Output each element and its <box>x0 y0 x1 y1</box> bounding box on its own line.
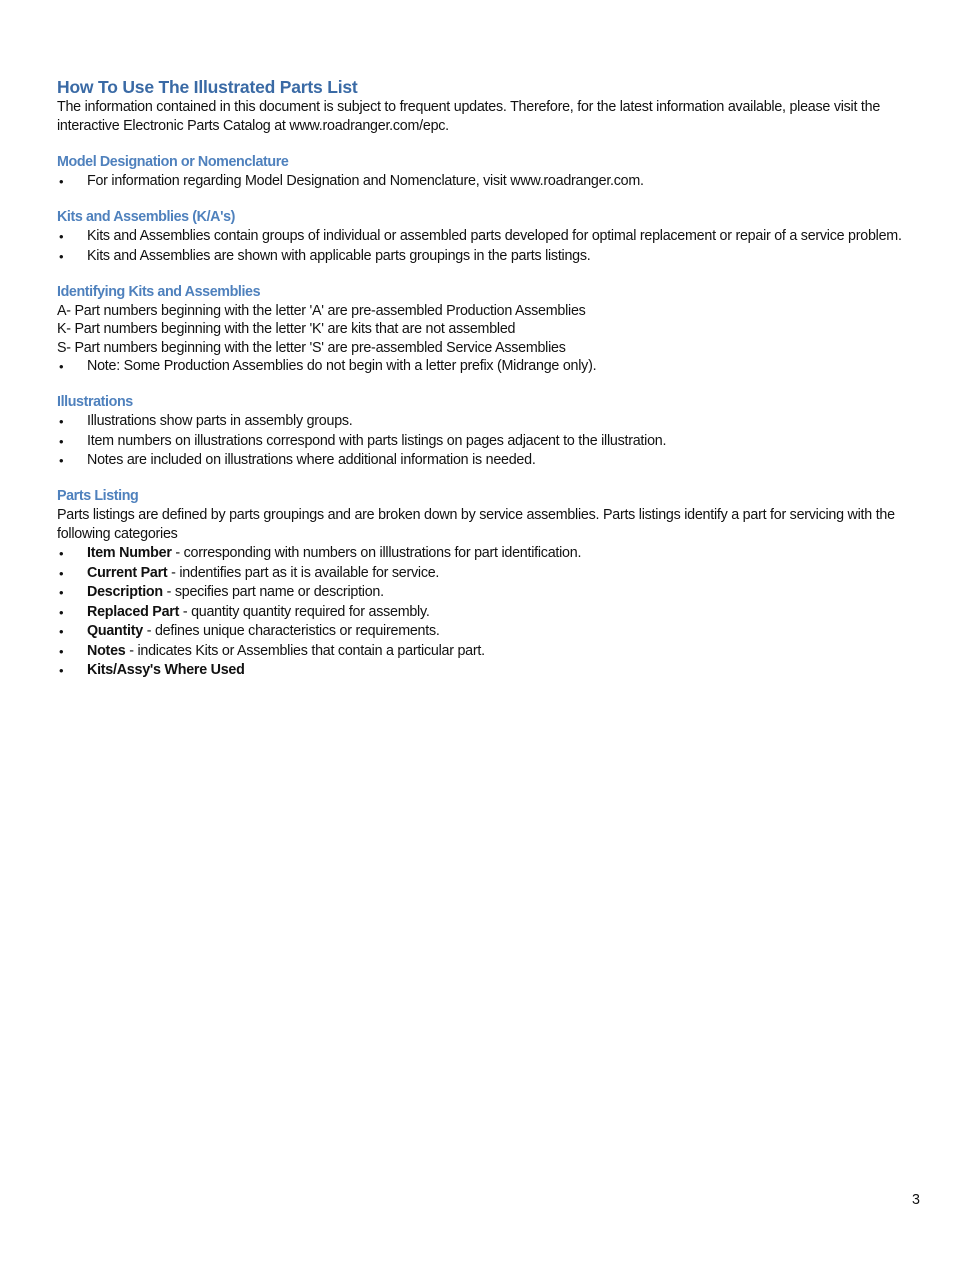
category-description: - indicates Kits or Assemblies that contain a particular part. <box>125 642 485 659</box>
list-item-text: Kits and Assemblies contain groups of individual or assembled parts developed for optimal replacement or repair of a service problem. <box>87 228 902 244</box>
bullet-icon: • <box>59 565 64 581</box>
bullet-icon: • <box>59 624 64 639</box>
list-item <box>57 564 927 583</box>
list-item <box>57 227 927 246</box>
category-term: Quantity <box>87 623 143 639</box>
list-item-text: Notes are included on illustrations where additional information is needed. <box>87 452 536 468</box>
prefix-line: A- Part numbers beginning with the letter 'A' are pre-assembled Production Assemblies <box>57 302 586 319</box>
section-model-designation <box>57 153 927 191</box>
list-item <box>57 603 927 622</box>
list-item-text: For information regarding Model Designation and Nomenclature, visit www.roadranger.com. <box>87 173 644 189</box>
list-item <box>57 583 927 602</box>
bullet-icon: • <box>59 248 64 264</box>
section-heading: Identifying Kits and Assemblies <box>57 283 261 300</box>
list-item-text: Illustrations show parts in assembly groups. <box>87 413 353 429</box>
prefix-line: K- Part numbers beginning with the letter 'K' are kits that are not assembled <box>57 321 516 337</box>
list-item <box>57 642 927 661</box>
section-heading: Parts Listing <box>57 488 139 504</box>
category-term: Item Number <box>87 545 172 561</box>
category-description: - defines unique characteristics or requirements. <box>142 623 440 639</box>
bullet-icon: • <box>59 453 64 468</box>
list-item <box>57 172 927 191</box>
category-term: Current Part <box>87 564 168 581</box>
bullet-list <box>57 172 927 191</box>
list-item <box>57 451 927 470</box>
section-heading: Illustrations <box>57 394 133 410</box>
bullet-icon: • <box>59 643 64 659</box>
prefix-line: S- Part numbers beginning with the letter 'S' are pre-assembled Service Assemblies <box>57 339 566 356</box>
bullet-list <box>57 227 927 266</box>
page-title: How To Use The Illustrated Parts List <box>57 77 358 97</box>
section-heading: Model Designation or Nomenclature <box>57 154 289 170</box>
parts-listing-intro: Parts listings are defined by parts groupings and are broken down by service assemblies. Parts listings identify a part for servicing with the following categories <box>57 507 895 542</box>
list-item-text: Kits and Assemblies are shown with applicable parts groupings in the parts listings. <box>87 247 591 264</box>
list-item-text: Item numbers on illustrations correspond with parts listings on pages adjacent to the illustration. <box>87 432 667 449</box>
list-item <box>57 544 927 563</box>
category-term: Description <box>87 584 163 600</box>
category-description: - quantity quantity required for assembly. <box>179 603 430 620</box>
bullet-list <box>57 544 927 680</box>
category-term: Kits/Assy's Where Used <box>87 662 245 678</box>
list-item <box>57 357 927 376</box>
category-description: - specifies part name or description. <box>162 584 384 600</box>
list-item-text: Note: Some Production Assemblies do not begin with a letter prefix (Midrange only). <box>87 358 597 374</box>
list-item <box>57 412 927 431</box>
bullet-icon: • <box>59 414 64 429</box>
section-illustrations <box>57 393 927 470</box>
bullet-list <box>57 357 927 376</box>
bullet-icon: • <box>59 663 64 678</box>
page-number: 3 <box>912 1192 920 1208</box>
bullet-icon: • <box>59 433 64 449</box>
bullet-icon: • <box>59 604 64 620</box>
intro-paragraph: The information contained in this document is subject to frequent updates. Therefore, for the latest information available, please visit the interactive Electronic Parts Catalog at www.roadranger.com/epc. <box>57 99 881 134</box>
category-term: Replaced Part <box>87 603 180 620</box>
category-description: - corresponding with numbers on illlustrations for part identification. <box>171 545 582 561</box>
section-heading: Kits and Assemblies (K/A's) <box>57 209 235 225</box>
section-parts-listing <box>57 487 927 680</box>
bullet-icon: • <box>59 546 64 561</box>
bullet-icon: • <box>59 174 64 189</box>
list-item <box>57 661 927 680</box>
bullet-list <box>57 412 927 470</box>
category-description: - indentifies part as it is available for service. <box>167 564 440 581</box>
document-page <box>57 77 927 681</box>
list-item <box>57 432 927 451</box>
list-item <box>57 622 927 641</box>
section-identifying-kits <box>57 283 927 377</box>
bullet-icon: • <box>59 359 64 374</box>
section-kits-assemblies <box>57 208 927 266</box>
category-term: Notes <box>87 642 126 659</box>
list-item <box>57 247 927 266</box>
bullet-icon: • <box>59 229 64 244</box>
bullet-icon: • <box>59 585 64 600</box>
